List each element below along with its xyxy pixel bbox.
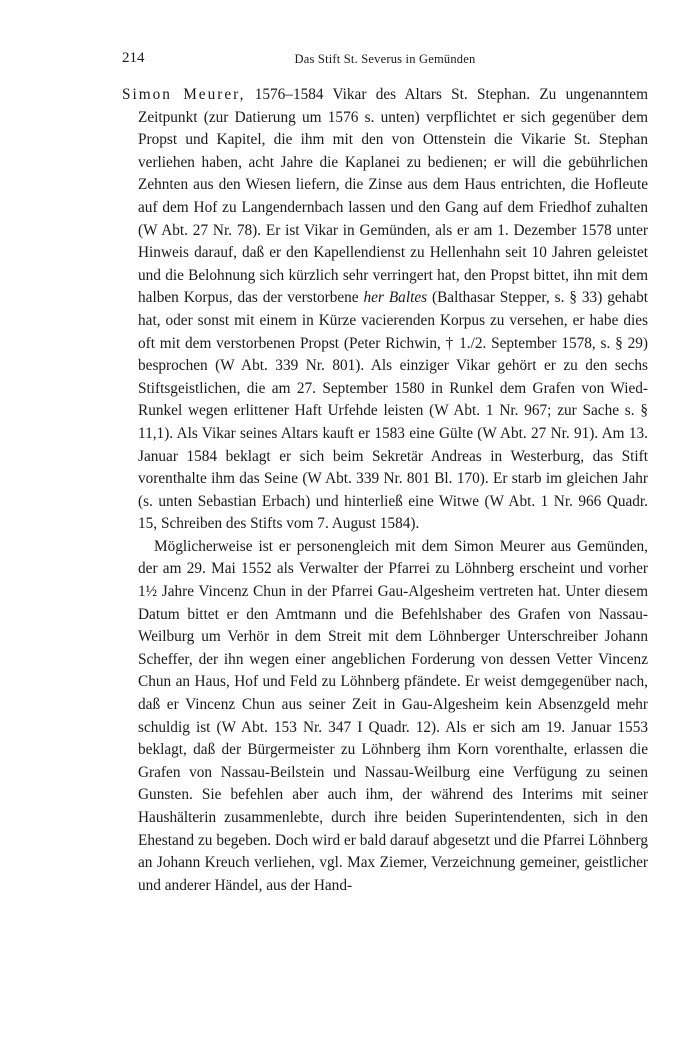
page-number: 214 bbox=[122, 50, 145, 66]
second-paragraph: Möglicherweise ist er personengleich mit dem Simon Meurer aus Gemünden, der am 29. Mai 1552 als Verwalter der Pfarrei zu Löhnberg erscheint und vorher 1½ Jahre Vincenz Chun in der Pfarrei Gau-Algesheim vertreten hat. Unter diesem Datum bittet er den Amtmann und die Befehlshaber des Grafen von Nassau-Weilburg um Verhör in dem Streit mit dem Löhnberger Unterschreiber Johann Scheffer, der ihn wegen einer angeblichen Forderung von dessen Vetter Vincenz Chun an Haus, Hof und Feld zu Löhnberg pfändete. Er weist demgegenüber nach, daß er Vincenz Chun aus seiner Zeit in Gau-Algesheim kein Absenzgeld mehr schuldig ist (W Abt. 153 Nr. 347 I Quadr. 12). Als er sich am 19. Januar 1553 beklagt, daß der Bürgermeister zu Löhnberg ihm Korn vorenthalte, erlassen die Grafen von Nassau-Beilstein und Nassau-Weilburg eine Verfügung zu seinen Gunsten. Sie befehlen aber auch ihm, der während des Interims mit seiner Haushälterin zusammenlebte, durch ihre beiden Superintendenten, sich in den Ehestand zu begeben. Doch wird er bald darauf abgesetzt und die Pfarrei Löhnberg an Johann Kreuch verliehen, vgl. Max Ziemer, Verzeichnung gemeiner, geistlicher und anderer Händel, aus der Hand- bbox=[138, 537, 648, 894]
running-header bbox=[122, 50, 648, 70]
entry-text-part2: (Balthasar Stepper, s. § 33) gehabt hat, oder sonst mit einem in Kürze vacierenden Korpus zu versehen, er habe dies oft mit dem verstorbenen Propst (Peter Richwin, † 1./2. September 1578, s. § 29) besprochen (W Abt. 339 Nr. 801). Als einziger Vikar gehört er zu den sechs Stiftsgeistlichen, die am 27. September 1580 in Runkel dem Grafen von Wied-Runkel wegen erlittener Haft Urfehde leisten (W Abt. 1 Nr. 967; zur Sache s. § 11,1). Als Vikar seines Altars kauft er 1583 eine Gülte (W Abt. 27 Nr. 91). Am 13. Januar 1584 beklagt er sich beim Sekretär Andreas in Westerburg, das Stift vorenthalte ihm das Seine (W Abt. 339 Nr. 801 Bl. 170). Er starb im gleichen Jahr (s. unten Sebastian Erbach) und hinterließ eine Witwe (W Abt. 1 Nr. 966 Quadr. 15, Schreiben des Stifts vom 7. August 1584). bbox=[138, 289, 648, 533]
body-text bbox=[122, 84, 648, 897]
entry-italic-name: her Baltes bbox=[363, 289, 428, 307]
running-title: Das Stift St. Severus in Gemünden bbox=[294, 52, 476, 66]
entry-paragraph bbox=[122, 84, 648, 536]
entry-name: Simon Meurer, bbox=[122, 86, 246, 103]
entry-text-part1: 1576–1584 Vikar des Altars St. Stephan. Zu ungenanntem Zeitpunkt (zur Datierung um 1576 s. unten) verpflichtet er sich gegenüber dem Propst und Kapitel, die ihm mit den von Ottenstein die Vikarie St. Stephan verliehen haben, acht Jahre die Kaplanei zu bedienen; er will die gebührlichen Zehnten aus den Wiesen liefern, die Zinse aus dem Haus entrichten, die Hofleute auf dem Hof zu Langendernbach lassen und den Gang auf dem Friedhof zuhalten (W Abt. 27 Nr. 78). Er ist Vikar in Gemünden, als er am 1. Dezember 1578 unter Hinweis darauf, daß er den Kapellendienst zu Hellenhahn seit 10 Jahren geleistet und die Belohnung sich kürzlich sehr verringert hat, den Propst bittet, ihn mit dem halben Korpus, das der verstorbene bbox=[138, 86, 648, 307]
